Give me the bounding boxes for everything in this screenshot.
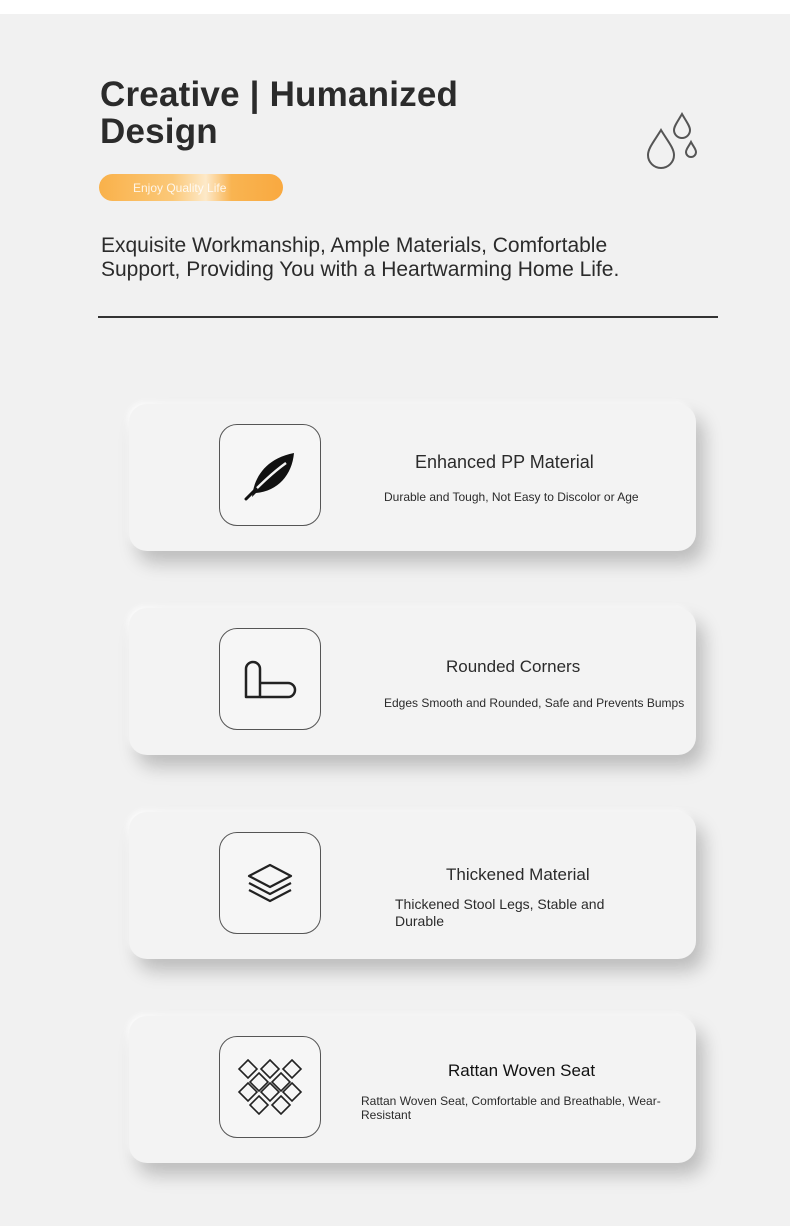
tagline-badge <box>99 174 283 201</box>
feature-icon-box <box>219 832 321 934</box>
feature-description: Durable and Tough, Not Easy to Discolor or Age <box>384 490 639 504</box>
feature-card-pp-material <box>129 404 696 551</box>
feature-icon-box <box>219 628 321 730</box>
woven-pattern-icon <box>237 1059 303 1115</box>
layers-icon <box>246 862 294 904</box>
page-background <box>0 14 790 1226</box>
page-title-line2: Design <box>100 112 218 151</box>
feature-title: Thickened Material <box>446 865 590 884</box>
tagline-text: Enjoy Quality Life <box>133 181 227 195</box>
water-drops-icon <box>644 112 700 172</box>
feature-title: Rattan Woven Seat <box>448 1061 596 1080</box>
feature-card-rattan-seat <box>129 1016 696 1163</box>
leaf-icon <box>242 449 298 501</box>
feature-title: Enhanced PP Material <box>415 452 594 472</box>
feature-description: Thickened Stool Legs, Stable and Durable <box>395 896 605 929</box>
divider <box>98 316 718 318</box>
page-title-line1: Creative | Humanized <box>100 75 459 114</box>
page-title <box>100 76 570 150</box>
rounded-corner-icon <box>242 659 298 699</box>
page-subtitle: Exquisite Workmanship, Ample Materials, Comfortable Support, Providing You with a Heartwarming Home Life. <box>101 234 620 281</box>
feature-icon-box <box>219 1036 321 1138</box>
feature-card-rounded-corners <box>129 608 696 755</box>
feature-card-thickened-material <box>129 812 696 959</box>
feature-title: Rounded Corners <box>446 657 581 676</box>
feature-description: Edges Smooth and Rounded, Safe and Prevents Bumps <box>384 696 685 710</box>
feature-description: Rattan Woven Seat, Comfortable and Breathable, Wear-Resistant <box>361 1094 661 1122</box>
feature-icon-box <box>219 424 321 526</box>
